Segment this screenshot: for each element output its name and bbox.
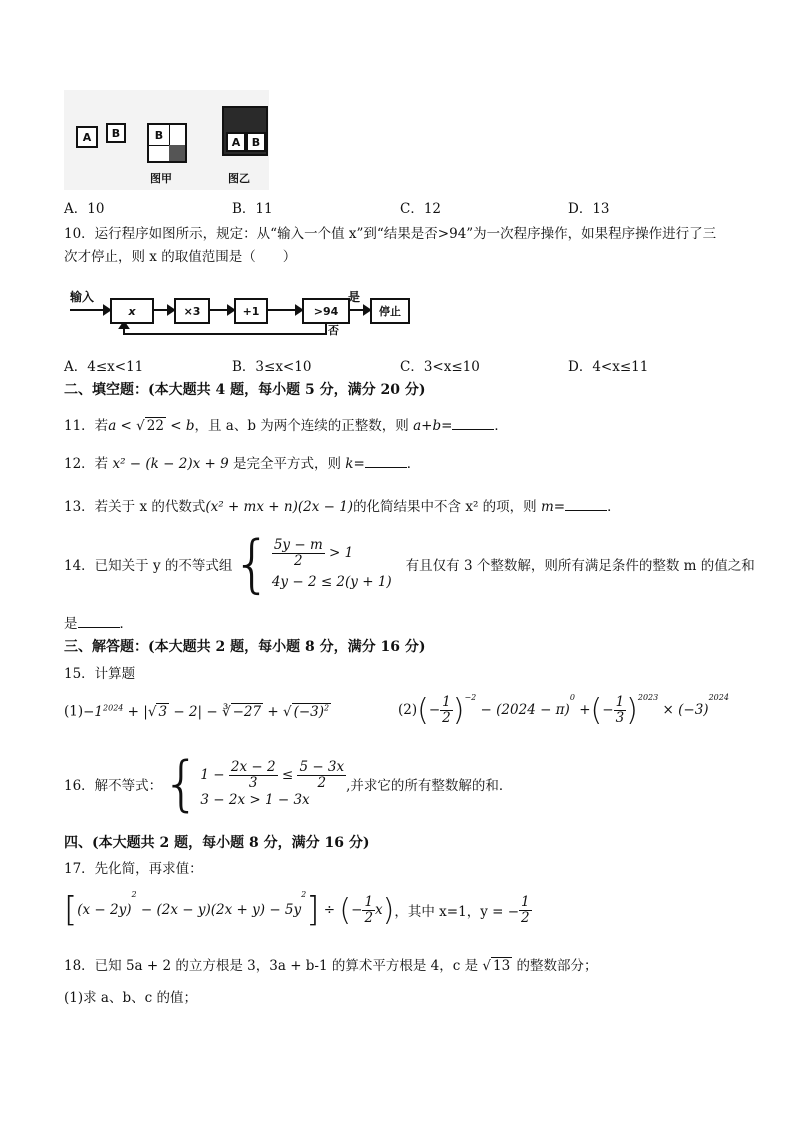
q17-title: 17．先化简，再求值： — [64, 861, 203, 877]
q10-line2: 次才停止，则 x 的取值范围是（ ） — [64, 249, 297, 265]
q16: 16．解不等式： { 1 − $\frac{2x - 2}{3}$ ≤ $\frac{5 - 3x}{2}$ 3 − 2x > 1 − 3x ,并求它的所有整数解的和． — [64, 749, 513, 819]
flow-box-x: x — [110, 298, 154, 324]
section-2-heading: 二、填空题：(本大题共 4 题，每小题 5 分，满分 20 分) — [64, 382, 426, 398]
q10-option-a: A．4≤x<11 — [64, 359, 144, 375]
flow-input-label: 输入 — [70, 290, 95, 304]
q10-line1: 10．运行程序如图所示，规定：从“输入一个值 x”到“结果是否>94”为一次程序操作，如果程序操作进行了三 — [64, 226, 717, 242]
q16-brace: { — [162, 749, 201, 819]
q9-option-d: D．13 — [568, 201, 610, 217]
q14-tail: 是 ． — [64, 616, 133, 632]
flow-box-add: +1 — [234, 298, 268, 324]
q15-part1: $(1)-1^{2024}$ + |√ 3 − 2| − ∛ −27 + √ $(-3)^2$ — [64, 703, 330, 720]
q11: 11．若a < √ 22 < b，且 a、b 为两个连续的正整数，则 a+b= ． — [64, 418, 508, 434]
q15-part2: (2) ( − $\frac{1}{2}$ ) $^{-2}$ − (2024 − π) 0 + ( − $\frac{1}{3}$ ) $^{2023}$ × (−3) 2024 — [398, 692, 729, 728]
q12-answer-blank[interactable] — [365, 455, 407, 468]
q9-option-b: B．11 — [232, 201, 273, 217]
flow-yes-label: 是 — [348, 290, 361, 304]
flow-no-label: 否 — [328, 324, 339, 337]
q14-answer-blank[interactable] — [78, 615, 120, 628]
flow-box-stop: 停止 — [370, 298, 410, 324]
q14: 14．已知关于 y 的不等式组 { $\frac{5y - m}{2}$ > 1 4y − 2 ≤ 2(y + 1) 有且仅有 3 个整数解，则所有满足条件的整数 m 的值之和 — [64, 527, 755, 600]
q15-title: 15．计算题 — [64, 666, 136, 682]
q11-radicand: 22 — [146, 418, 164, 434]
q18-line1: 18．已知 5a + 2 的立方根是 3，3a + b-1 的算术平方根是 4，c 是 √ 13 的整数部分； — [64, 958, 598, 974]
flow-box-compare: >94 — [302, 298, 350, 324]
q9-figure — [64, 90, 269, 190]
q9-option-a: A．10 — [64, 201, 105, 217]
q9-option-c: C．12 — [400, 201, 442, 217]
flowchart — [64, 282, 409, 342]
fig-square-b-small: B — [106, 123, 126, 143]
fig-caption-jia: 图甲 — [150, 172, 172, 185]
q18-radicand: 13 — [493, 958, 511, 974]
fig-jia: B — [147, 123, 187, 163]
q18-sub1: (1)求 a、b、c 的值； — [64, 990, 197, 1006]
q13: 13．若关于 x 的代数式(x² + mx + n)(2x − 1)的化简结果中不含 x² 的项，则 m= ． — [64, 499, 621, 515]
fig-caption-yi: 图乙 — [228, 172, 250, 185]
q12: 12．若 x² − (k − 2)x + 9 是完全平方式，则 k= ． — [64, 456, 421, 472]
flow-box-mul: ×3 — [174, 298, 210, 324]
q10-option-b: B．3≤x<10 — [232, 359, 312, 375]
section-3-heading: 三、解答题：(本大题共 2 题，每小题 8 分，满分 16 分) — [64, 639, 426, 655]
q17-expression: [ (x − 2y) $^2$ − (2x − y)(2x + y) − 5y 2 ] ÷ ( − $\frac{1}{2}$ x ) ，其中 x=1，y = − $\frac{1}{2}$ — [64, 890, 530, 930]
q11-answer-blank[interactable] — [452, 417, 494, 430]
q13-answer-blank[interactable] — [565, 498, 607, 511]
q14-brace: { — [232, 527, 272, 600]
section-4-heading: 四、(本大题共 2 题，每小题 8 分，满分 16 分) — [64, 835, 370, 851]
fig-yi: A B — [222, 106, 268, 156]
q10-option-c: C．3<x≤10 — [400, 359, 480, 375]
fig-square-a-small: A — [76, 126, 98, 148]
q10-option-d: D．4<x≤11 — [568, 359, 649, 375]
